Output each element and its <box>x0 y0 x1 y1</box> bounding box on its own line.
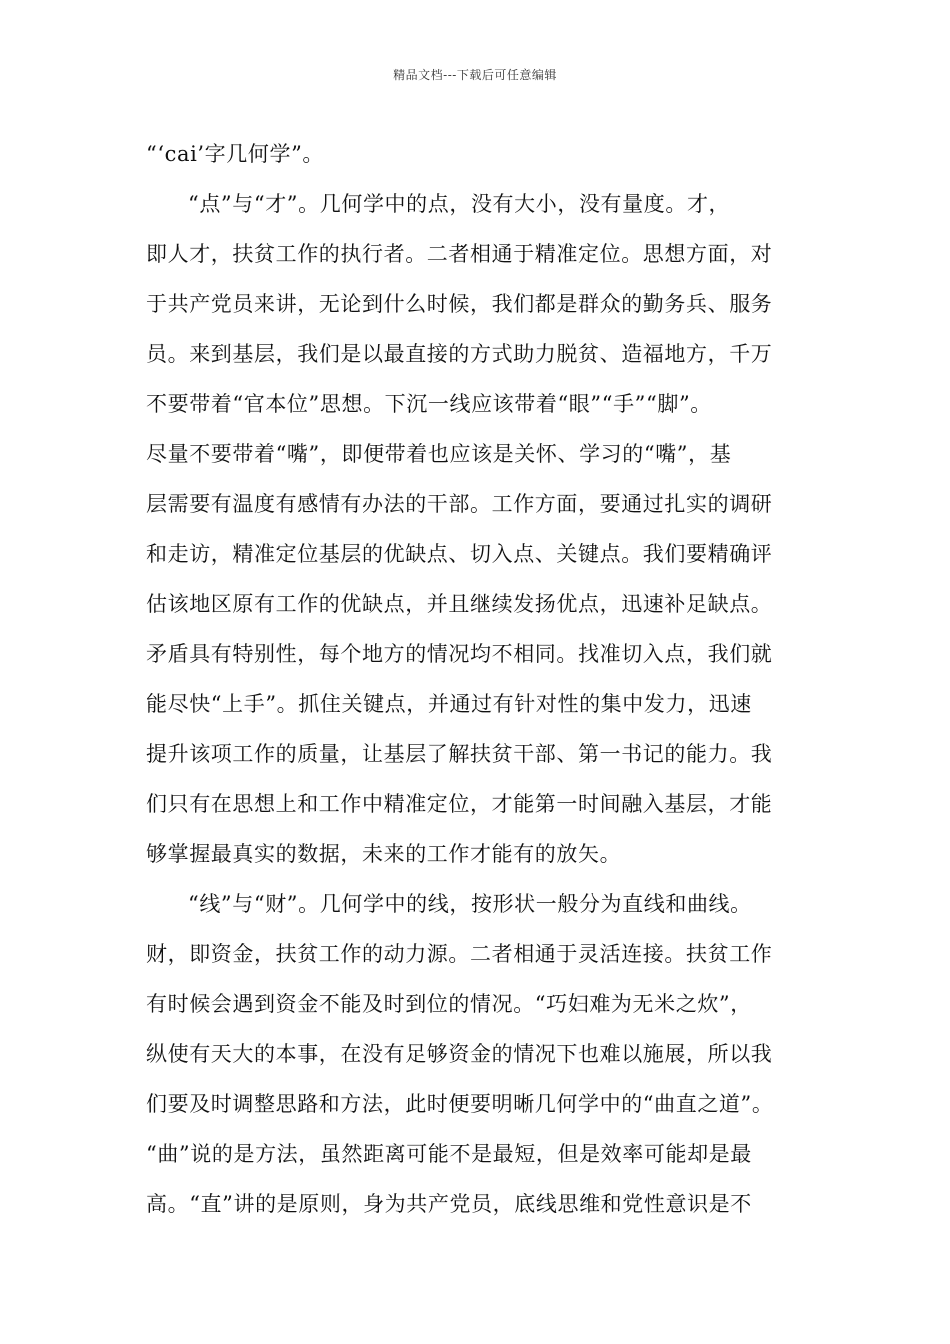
text-line: 估该地区原有工作的优缺点，并且继续发扬优点，迅速补足缺点。 <box>146 592 773 616</box>
text-line: 们要及时调整思路和方法，此时便要明晰几何学中的“曲直之道”。 <box>146 1092 774 1116</box>
text-line: 不要带着“官本位”思想。下沉一线应该带着“眼”“手”“脚”。 <box>146 392 712 416</box>
text-line: 提升该项工作的质量，让基层了解扶贫干部、第一书记的能力。我 <box>146 742 773 766</box>
text-line: 和走访，精准定位基层的优缺点、切入点、关键点。我们要精确评 <box>146 542 773 566</box>
text-line: 尽量不要带着“嘴”，即便带着也应该是关怀、学习的“嘴”，基 <box>146 442 732 466</box>
text-line: 员。来到基层，我们是以最直接的方式助力脱贫、造福地方，千万 <box>146 342 773 366</box>
text-line: 们只有在思想上和工作中精准定位，才能第一时间融入基层，才能 <box>146 792 773 816</box>
body-text <box>146 129 826 1229</box>
text-line: 财，即资金，扶贫工作的动力源。二者相通于灵活连接。扶贫工作 <box>146 942 773 966</box>
paragraph-start-line: “线”与“财”。几何学中的线，按形状一般分为直线和曲线。 <box>188 892 752 916</box>
paragraph-start-line: “点”与“才”。几何学中的点，没有大小，没有量度。才， <box>188 192 731 216</box>
text-line: 能尽快“上手”。抓住关键点，并通过有针对性的集中发力，迅速 <box>146 692 752 716</box>
text-line: 有时候会遇到资金不能及时到位的情况。“巧妇难为无米之炊”， <box>146 992 752 1016</box>
text-line: 高。“直”讲的是原则，身为共产党员，底线思维和党性意识是不 <box>146 1192 752 1216</box>
text-line: “‘cai’字几何学”。 <box>146 142 325 166</box>
page-header: 精品文档---下载后可任意编辑 <box>393 68 557 82</box>
text-line: 即人才，扶贫工作的执行者。二者相通于精准定位。思想方面，对 <box>146 242 773 266</box>
text-line: 于共产党员来讲，无论到什么时候，我们都是群众的勤务兵、服务 <box>146 292 773 316</box>
text-line: 矛盾具有特别性，每个地方的情况均不相同。找准切入点，我们就 <box>146 642 773 666</box>
text-line: 层需要有温度有感情有办法的干部。工作方面，要通过扎实的调研 <box>146 492 773 516</box>
text-line: “曲”说的是方法，虽然距离可能不是最短，但是效率可能却是最 <box>146 1142 752 1166</box>
text-line: 纵使有天大的本事，在没有足够资金的情况下也难以施展，所以我 <box>146 1042 773 1066</box>
text-line: 够掌握最真实的数据，未来的工作才能有的放矢。 <box>146 842 622 866</box>
